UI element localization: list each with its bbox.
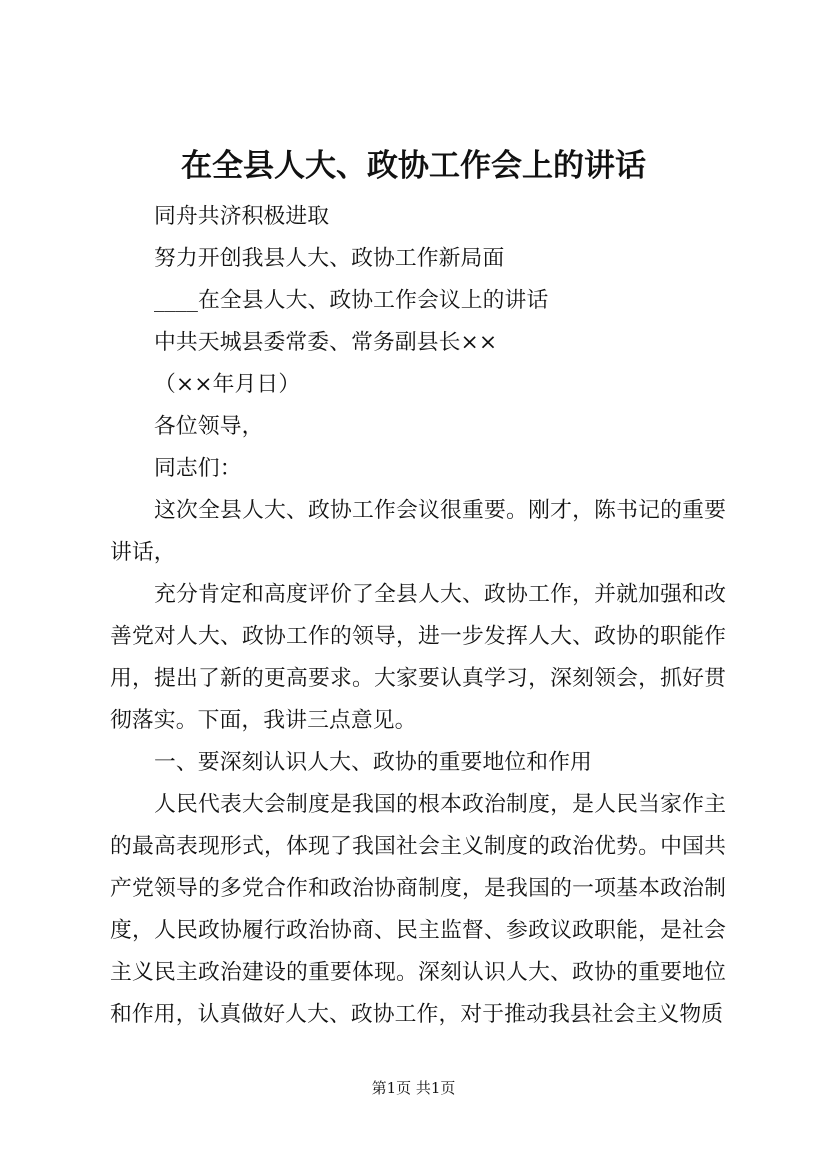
document-title: 在全县人大、政协工作会上的讲话 <box>181 148 646 184</box>
subtitle-line-3: ____在全县人大、政协工作会议上的讲话 <box>154 288 549 313</box>
salutation-leaders: 各位领导， <box>154 414 264 439</box>
body-paragraph-1: 这次全县人大、政协工作会议很重要。刚才，陈书记的重要讲话， <box>110 498 726 565</box>
page-footer: 第1页 共1页 <box>371 1079 456 1097</box>
body-paragraph-2: 充分肯定和高度评价了全县人大、政协工作，并就加强和改善党对人大、政协工作的领导，进一步发挥人大、政协的职能作用，提出了新的更高要求。大家要认真学习，深刻领会，抓好贯彻落实。下面，我讲三点意见。 <box>110 582 726 733</box>
section-heading-1: 一、要深刻认识人大、政协的重要地位和作用 <box>154 750 592 775</box>
subtitle-line-1: 同舟共济积极进取 <box>154 204 330 229</box>
subtitle-line-2: 努力开创我县人大、政协工作新局面 <box>154 246 505 271</box>
speaker-line: 中共天城县委常委、常务副县长×× <box>154 330 498 355</box>
salutation-comrades: 同志们： <box>154 456 242 481</box>
document-body <box>110 196 726 1036</box>
date-line: （××年月日） <box>154 372 301 397</box>
body-paragraph-3: 人民代表大会制度是我国的根本政治制度，是人民当家作主的最高表现形式，体现了我国社会主义制度的政治优势。中国共产党领导的多党合作和政治协商制度，是我国的一项基本政治制度，人民政协履行政治协商、民主监督、参政议政职能，是社会主义民主政治建设的重要体现。深刻认识人大、政协的重要地位和作用，认真做好人大、政协工作，对于推动我县社会主义物质 <box>110 792 726 1027</box>
